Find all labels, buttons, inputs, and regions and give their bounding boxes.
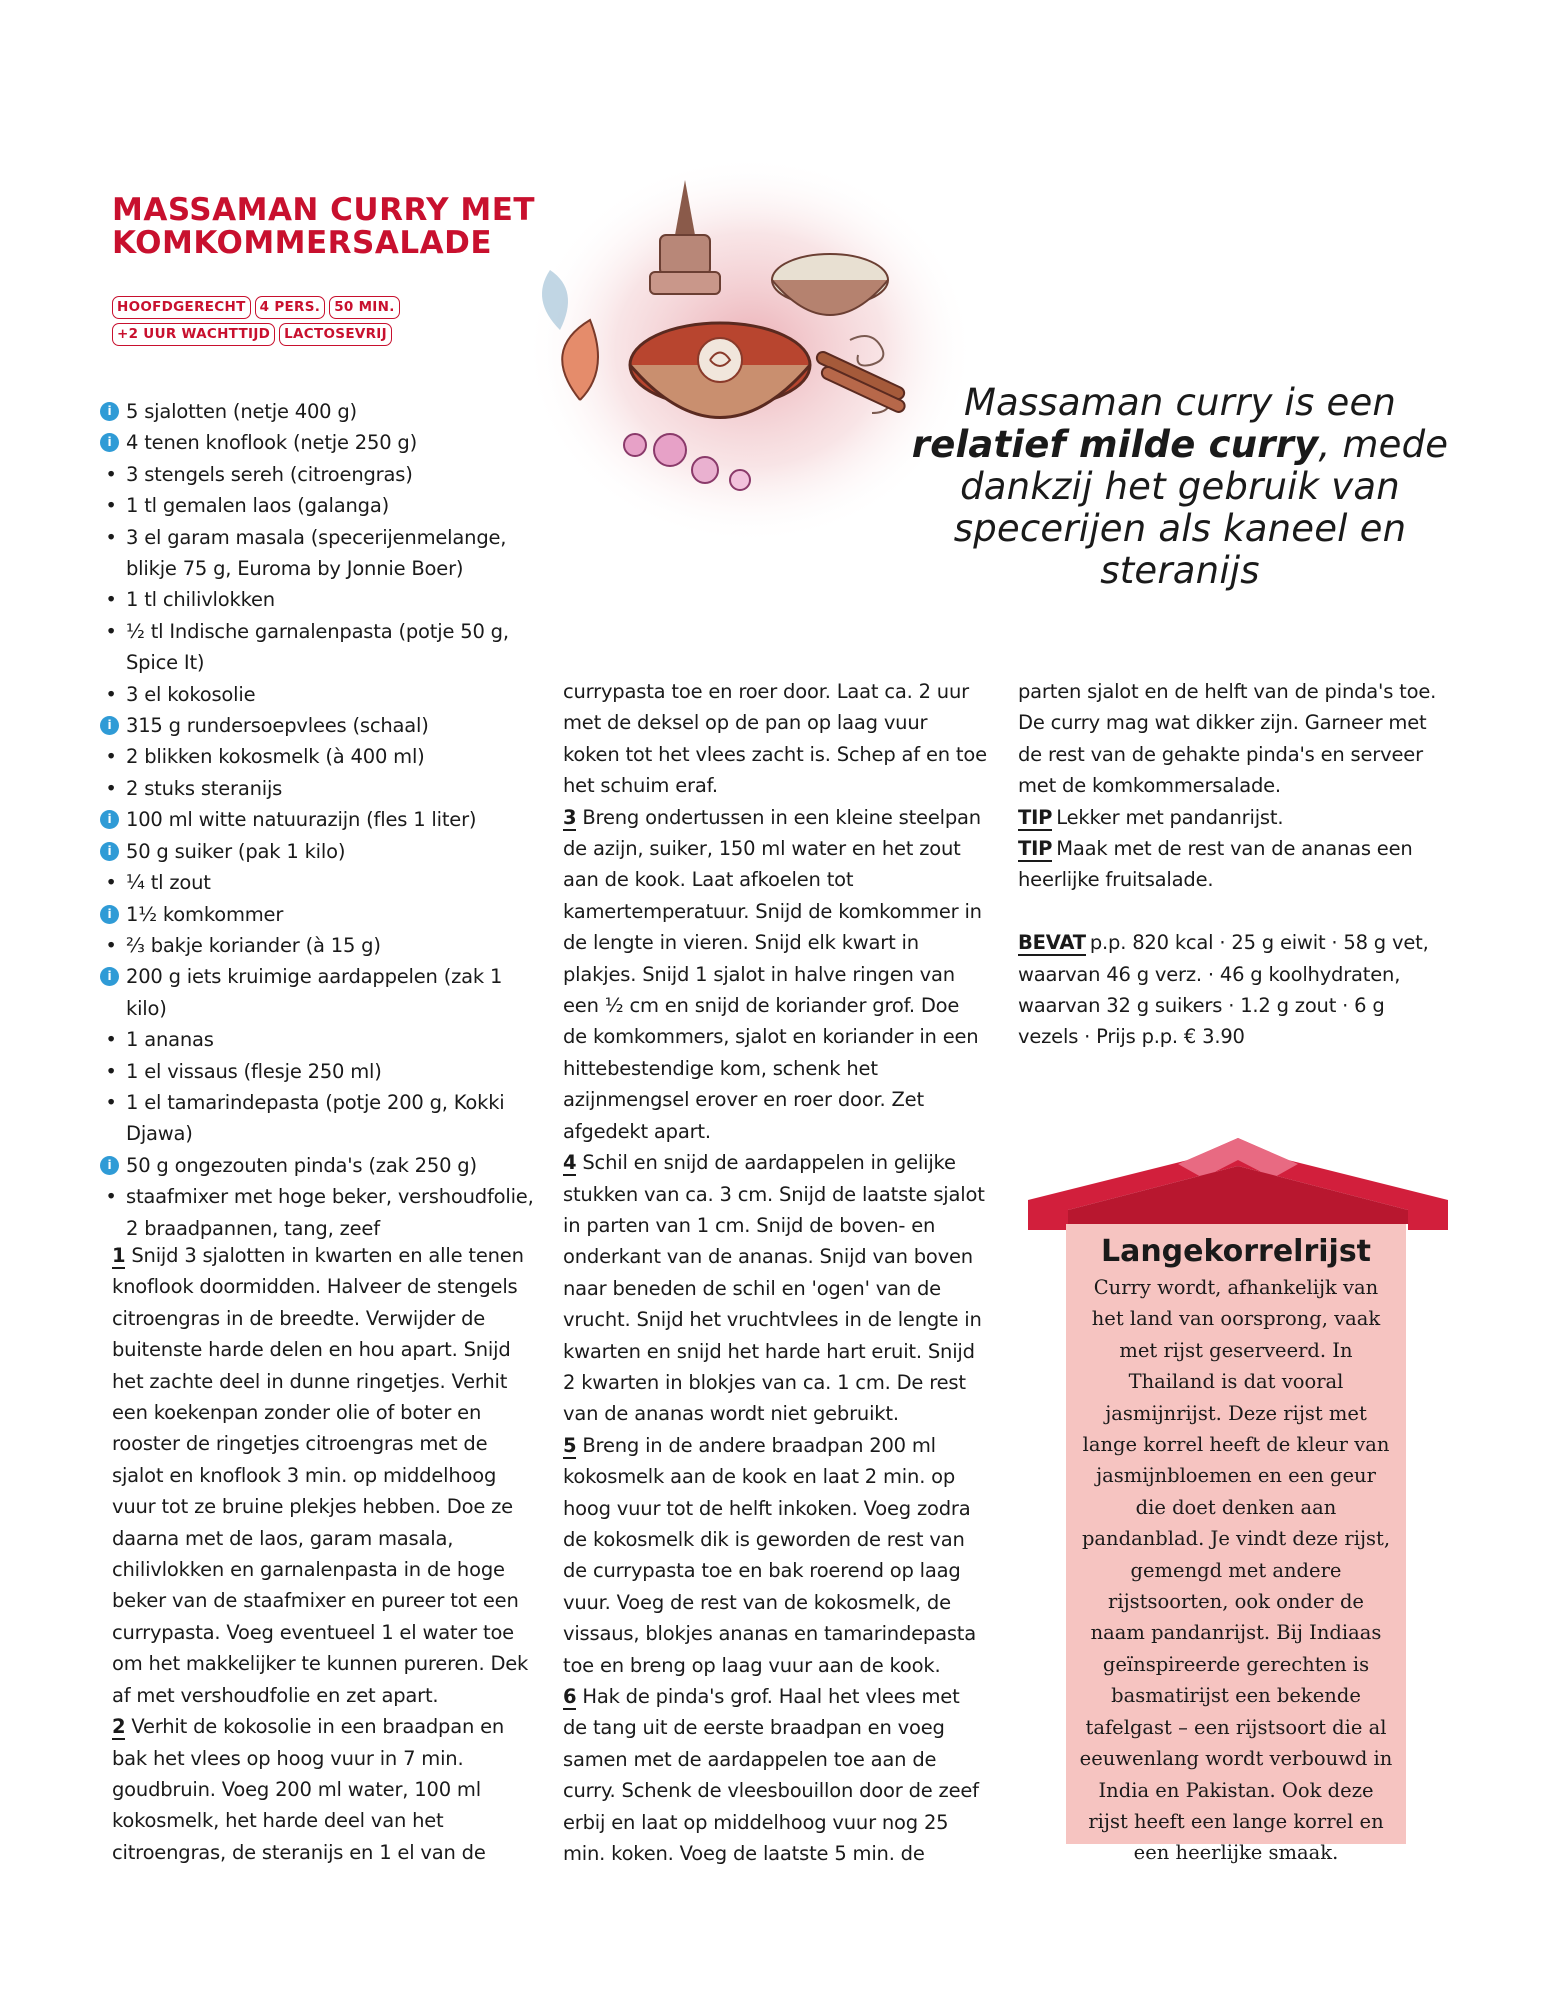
- info-circle-icon: i: [100, 402, 119, 421]
- step-text: Snijd 3 sjalotten in kwarten en alle tenen knoflook doormidden. Halveer de stengels citroengras in de breedte. Verwijder de buitenste harde delen en hou apart. Snijd het zachte deel in dunne ringetjes. Verhit een koekenpan zonder olie of boter en rooster de ringetjes citroengras met de sjalot en knoflook 3 min. op middelhoog vuur tot ze bruine plekjes hebben. Doe ze daarna met de laos, garam masala, chilivlokken en garnalenpasta in de hoge beker van de staafmixer en pureer tot een currypasta. Voeg eventueel 1 el water toe om het makkelijker te kunnen pureren. Dek af met vershoudfolie en zet apart.: [112, 1244, 529, 1707]
- ingredient-text: 2 stuks steranijs: [126, 776, 283, 800]
- step-text: Schil en snijd de aardappelen in gelijke stukken van ca. 3 cm. Snijd de laatste sjalot in parten van 1 cm. Snijd de boven- en onderkant van de ananas. Snijd van boven naar beneden de schil en 'ogen' van de vrucht. Snijd het vruchtvlees in de lengte in kwarten en snijd het harde hart eruit. Snijd 2 kwarten in blokjes van ca. 1 cm. De rest van de ananas wordt niet gebruikt.: [563, 1151, 985, 1426]
- ingredient-text: 1 ananas: [126, 1028, 214, 1052]
- recipe-step: [112, 1240, 532, 1711]
- tip-text: Lekker met pandanrijst.: [1056, 805, 1284, 829]
- recipe-badge: 4 PERS.: [255, 296, 326, 319]
- step-text: Verhit de kokosolie in een braadpan en bak het vlees op hoog vuur in 7 min. goudbruin. Voeg 200 ml water, 100 ml kokosmelk, het harde deel van het citroengras, de steranijs en 1 el van de: [112, 1715, 505, 1864]
- ingredient-list: [100, 396, 540, 1244]
- sidebar-box: [1066, 1224, 1406, 1865]
- bullet-icon: [100, 741, 122, 772]
- ingredient-text: 1½ komkommer: [126, 902, 284, 926]
- ingredient-item: [100, 522, 540, 585]
- recipe-step: [563, 1681, 988, 1869]
- ingredient-text: 50 g suiker (pak 1 kilo): [126, 839, 346, 863]
- ingredient-item: [100, 1056, 540, 1087]
- sidebar-title: Langekorrelrijst: [1100, 1234, 1372, 1269]
- nutrition-text: p.p. 820 kcal · 25 g eiwit · 58 g vet, waarvan 46 g verz. · 46 g koolhydraten, waarvan 32 g suikers · 1.2 g zout · 6 g vezels · Prijs p.p. € 3.90: [1018, 931, 1429, 1049]
- info-circle-icon: i: [100, 967, 119, 986]
- steps-column-3: [1018, 676, 1443, 1053]
- nutrition-info: [1018, 927, 1443, 1053]
- ingredient-item: [100, 584, 540, 615]
- bullet-icon: [100, 490, 122, 521]
- ingredient-item: [100, 961, 540, 1024]
- ingredient-text: 3 el kokosolie: [126, 682, 256, 706]
- step-2-continuation: currypasta toe en roer door. Laat ca. 2 uur met de deksel op de pan op laag vuur koken tot het vlees zacht is. Schep af en toe het schuim eraf.: [563, 680, 987, 798]
- step-text: Breng in de andere braadpan 200 ml kokosmelk aan de kook en laat 2 min. op hoog vuur tot de helft inkoken. Voeg zodra de kokosmelk dik is geworden de rest van de currypasta toe en bak roerend op laag vuur. Voeg de rest van de kokosmelk, de vissaus, blokjes ananas en tamarindepasta toe en breng op laag vuur aan de kook.: [563, 1433, 977, 1677]
- recipe-step: [112, 1711, 532, 1868]
- ingredient-text: 3 stengels sereh (citroengras): [126, 462, 413, 486]
- bullet-icon: [100, 867, 122, 898]
- ingredient-text: 4 tenen knoflook (netje 250 g): [126, 431, 418, 455]
- info-circle-icon: i: [100, 716, 119, 735]
- tip-text: Maak met de rest van de ananas een heerlijke fruitsalade.: [1018, 837, 1413, 892]
- ingredient-item: [100, 741, 540, 772]
- bullet-icon: [100, 522, 122, 553]
- ingredient-item: [100, 1150, 540, 1181]
- steps-column-1: [112, 1240, 532, 1868]
- bullet-icon: [100, 1024, 122, 1055]
- ingredient-item: [100, 427, 540, 458]
- recipe-step: [563, 802, 988, 1147]
- recipe-title-line2: KOMKOMMERSALADE: [112, 225, 493, 261]
- nutrition-label: BEVAT: [1018, 931, 1086, 955]
- bullet-icon: [100, 1087, 122, 1118]
- recipe-step: [563, 1147, 988, 1430]
- bullet-icon: [100, 584, 122, 615]
- steps-column-2: [563, 676, 988, 1869]
- ingredient-text: 2 blikken kokosmelk (à 400 ml): [126, 745, 425, 769]
- ingredient-text: 1 tl gemalen laos (galanga): [126, 494, 390, 518]
- bullet-icon: [100, 1181, 122, 1212]
- info-circle-icon: i: [100, 905, 119, 924]
- ingredient-text: 100 ml witte natuurazijn (fles 1 liter): [126, 808, 477, 832]
- recipe-badge: HOOFDGERECHT: [112, 296, 251, 319]
- step-text: Breng ondertussen in een kleine steelpan de azijn, suiker, 150 ml water en het zout aan de kook. Laat afkoelen tot kamertemperatuur. Snijd de komkommer in de lengte in vieren. Snijd elk kwart in plakjes. Snijd 1 sjalot in halve ringen van een ½ cm en snijd de koriander grof. Doe de komkommers, sjalot en koriander in een hittebestendige kom, schenk het azijnmengsel erover en roer door. Zet afgedekt apart.: [563, 805, 982, 1143]
- ingredient-item: [100, 679, 540, 710]
- pull-quote-part2: , mede dankzij het gebruik van specerijen als kaneel en steranijs: [953, 423, 1449, 592]
- step-number: 3: [563, 805, 577, 829]
- ingredient-text: staafmixer met hoge beker, vershoudfolie, 2 braadpannen, tang, zeef: [126, 1185, 534, 1240]
- step-6-continuation: parten sjalot en de helft van de pinda's toe. De curry mag wat dikker zijn. Garneer met de rest van de gehakte pinda's en serveer met de komkommersalade.: [1018, 680, 1437, 798]
- ingredient-item: [100, 459, 540, 490]
- ingredient-text: 1 el vissaus (flesje 250 ml): [126, 1059, 382, 1083]
- ingredient-item: [100, 1024, 540, 1055]
- step-number: 2: [112, 1715, 126, 1739]
- ingredient-item: [100, 773, 540, 804]
- ingredient-item: [100, 710, 540, 741]
- recipe-title-line1: MASSAMAN CURRY MET: [112, 192, 536, 228]
- ingredient-item: [100, 1181, 540, 1244]
- info-circle-icon: i: [100, 1156, 119, 1175]
- bullet-icon: [100, 1056, 122, 1087]
- sidebar-text: Curry wordt, afhankelijk van het land van oorsprong, vaak met rijst geserveerd. In Thailand is dat vooral jasmijnrijst. Deze rijst met lange korrel heeft de kleur van jasmijnbloemen en een geur die doet denken aan pandanblad. Je vindt deze rijst, gemengd met andere rijstsoorten, ook onder de naam pandanrijst. Bij Indiaas geïnspireerde gerechten is basmatirijst een bekende tafelgast – een rijstsoort die al eeuwenlang wordt verbouwd in India en Pakistan. Ook deze rijst heeft een lange korrel en een heerlijke smaak.: [1079, 1276, 1393, 1865]
- ingredient-item: [100, 867, 540, 898]
- ingredient-text: ¼ tl zout: [126, 871, 211, 895]
- bullet-icon: [100, 679, 122, 710]
- tip-label: TIP: [1018, 805, 1053, 829]
- ingredient-text: 50 g ongezouten pinda's (zak 250 g): [126, 1153, 477, 1177]
- pull-quote: [900, 382, 1460, 592]
- bullet-icon: [100, 459, 122, 490]
- ingredient-text: 3 el garam masala (specerijenmelange, blikje 75 g, Euroma by Jonnie Boer): [126, 525, 507, 581]
- ingredient-item: [100, 836, 540, 867]
- info-circle-icon: i: [100, 433, 119, 452]
- step-number: 4: [563, 1151, 577, 1175]
- pull-quote-part1: Massaman curry is een: [963, 381, 1397, 424]
- tip: [1018, 802, 1443, 833]
- step-number: 5: [563, 1433, 577, 1457]
- sidebar-roof-graphic: [1028, 1138, 1448, 1230]
- ingredient-item: [100, 490, 540, 521]
- ingredient-item: [100, 616, 540, 679]
- recipe-badge: LACTOSEVRIJ: [279, 323, 392, 346]
- ingredient-item: [100, 930, 540, 961]
- ingredient-text: ½ tl Indische garnalenpasta (potje 50 g, Spice It): [126, 619, 509, 675]
- step-number: 6: [563, 1685, 577, 1708]
- ingredient-text: 200 g iets kruimige aardappelen (zak 1 kilo): [126, 965, 503, 1020]
- recipe-badges: [112, 296, 412, 346]
- step-text: Hak de pinda's grof. Haal het vlees met de tang uit de eerste braadpan en voeg samen met de aardappelen toe aan de curry. Schenk de vleesbouillon door de zeef erbij en laat op middelhoog vuur nog 25 min. koken. Voeg de laatste 5 min. de: [563, 1685, 979, 1866]
- ingredient-item: [100, 1087, 540, 1150]
- info-circle-icon: i: [100, 842, 119, 861]
- bullet-icon: [100, 616, 122, 647]
- step-number: 1: [112, 1244, 126, 1267]
- ingredient-text: ⅔ bakje koriander (à 15 g): [126, 933, 381, 957]
- bullet-icon: [100, 930, 122, 961]
- pull-quote-bold: relatief milde curry: [911, 423, 1319, 466]
- ingredient-text: 1 el tamarindepasta (potje 200 g, Kokki Djawa): [126, 1090, 505, 1146]
- bullet-icon: [100, 773, 122, 804]
- ingredient-text: 1 tl chilivlokken: [126, 588, 275, 612]
- tip-label: TIP: [1018, 837, 1053, 861]
- info-circle-icon: i: [100, 810, 119, 829]
- tip: [1018, 833, 1443, 896]
- recipe-badge: +2 UUR WACHTTIJD: [112, 323, 275, 346]
- ingredient-item: [100, 804, 540, 835]
- ingredient-item: [100, 396, 540, 427]
- ingredient-text: 315 g rundersoepvlees (schaal): [126, 714, 429, 738]
- ingredient-text: 5 sjalotten (netje 400 g): [126, 400, 357, 423]
- recipe-badge: 50 MIN.: [329, 296, 399, 319]
- recipe-step: [563, 1430, 988, 1681]
- ingredient-item: [100, 899, 540, 930]
- recipe-title: [112, 194, 572, 260]
